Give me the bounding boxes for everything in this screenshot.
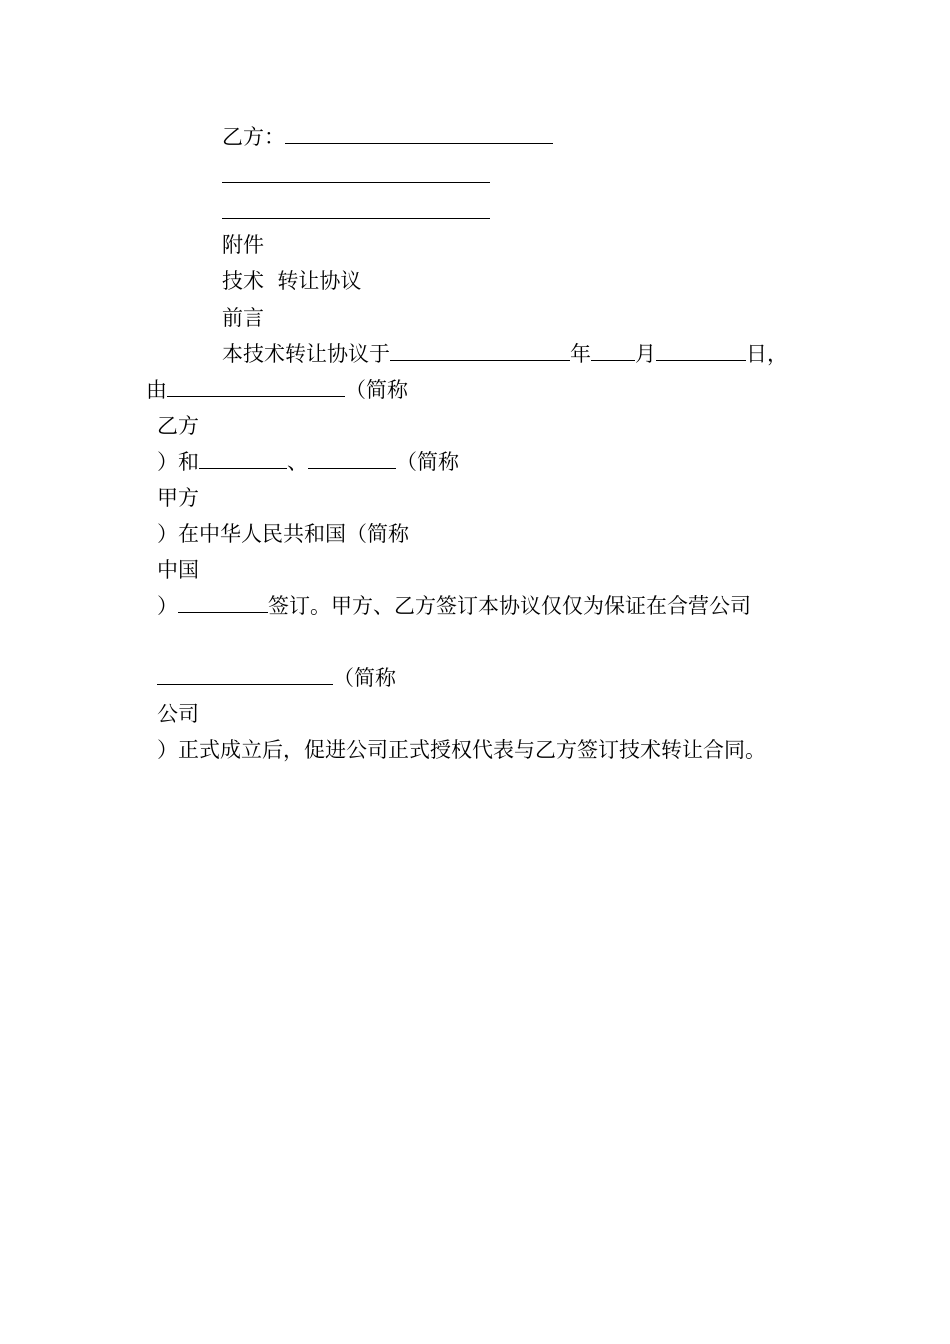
signing-place-blank[interactable] [178,594,268,613]
month-label: 月 [635,342,656,366]
party-a-intro-line [157,449,459,475]
blank-line-1[interactable] [222,181,490,183]
separator: 、 [287,450,308,474]
party-a-name-blank-2[interactable] [308,450,396,469]
blank-line-2[interactable] [222,217,490,219]
day-blank[interactable] [656,342,746,361]
date-line-prefix: 本技术转让协议于 [222,342,390,366]
abbr-company: 公司 [157,702,199,726]
party-b-signature-line [222,124,553,150]
by-label: 由 [146,378,167,402]
year-label: 年 [570,342,591,366]
date-line [222,341,788,367]
date-blank[interactable] [390,342,570,361]
abbr-label-2: （简称 [396,450,459,474]
party-b-name-blank[interactable] [167,378,345,397]
abbr-party-b: 乙方 [157,414,199,438]
abbr-china: 中国 [157,558,199,582]
purpose-line: ）正式成立后，促进公司正式授权代表与乙方签订技术转让合同。 [157,738,766,762]
month-blank[interactable] [591,342,635,361]
signing-prefix: ） [157,594,178,618]
signing-text: 签订。甲方、乙方签订本协议仅仅为保证在合营公司 [268,594,751,618]
party-a-name-blank-1[interactable] [199,450,287,469]
attachment-heading: 附件 [222,233,264,257]
company-name-blank[interactable] [157,666,333,685]
abbr-label-3: （简称 [333,666,396,690]
day-label: 日， [746,342,788,366]
abbr-label-1: （简称 [345,378,408,402]
party-b-label: 乙方： [222,125,285,149]
and-label: ）和 [157,450,199,474]
agreement-title: 技术 转让协议 [222,269,362,293]
company-intro-line [157,665,396,691]
party-b-intro-line [146,377,408,403]
preface-heading: 前言 [222,306,264,330]
abbr-party-a: 甲方 [157,486,199,510]
party-b-blank[interactable] [285,125,553,144]
country-line: ）在中华人民共和国（简称 [157,522,409,546]
signing-line [157,593,751,619]
